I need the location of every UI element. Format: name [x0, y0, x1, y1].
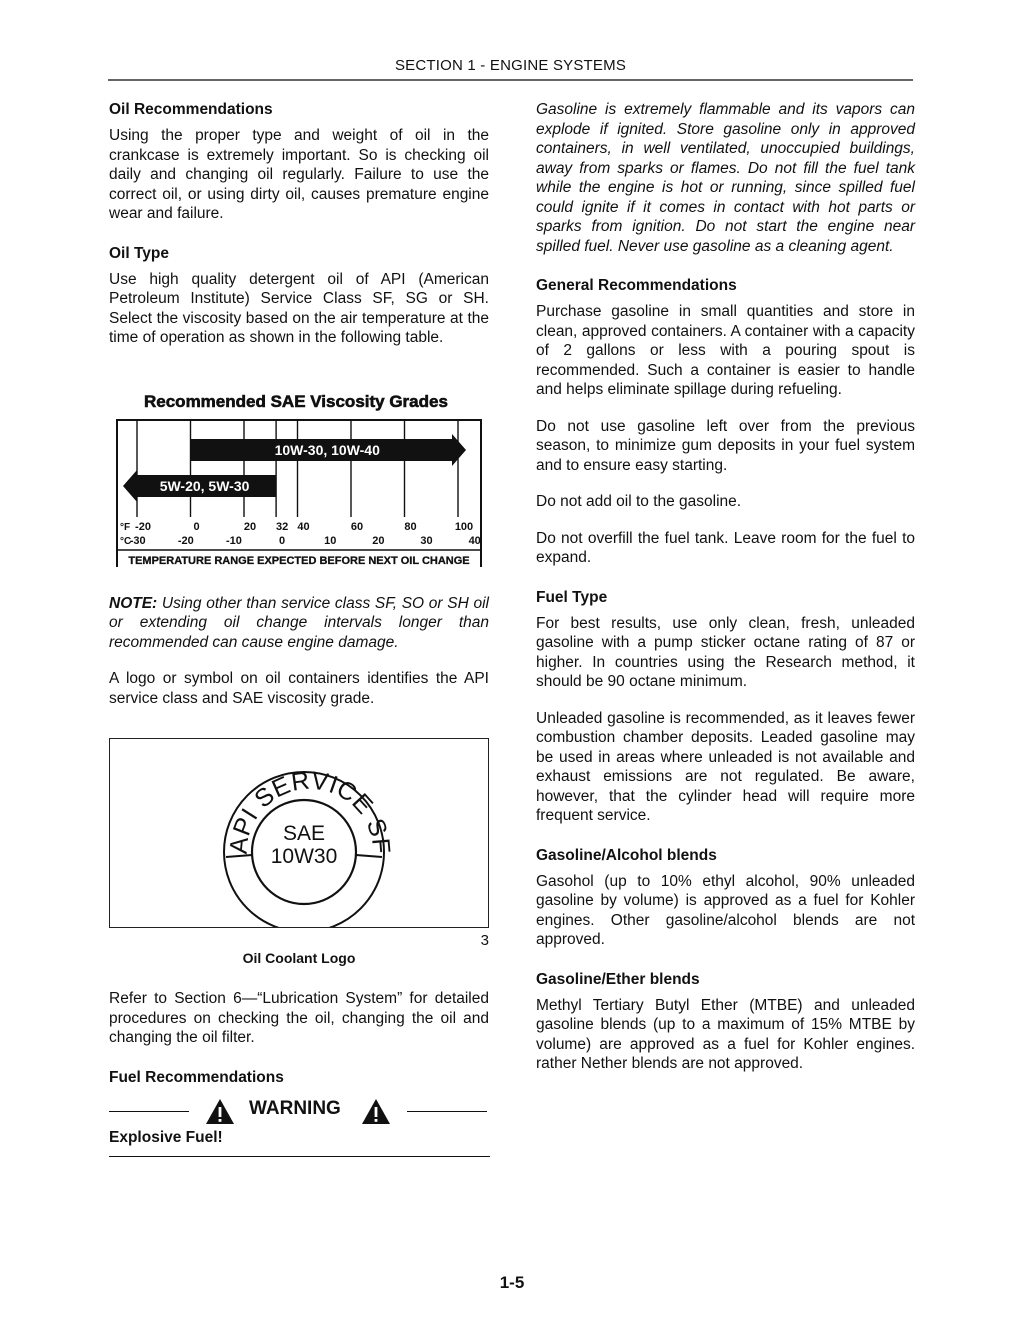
series-label: 5W-20, 5W-30 — [159, 477, 250, 494]
warning-triangle-icon — [205, 1098, 235, 1125]
warning-label: WARNING — [249, 1097, 341, 1119]
fahrenheit-tick-label: 0 — [193, 520, 200, 533]
oil-type-heading: Oil Type — [109, 244, 170, 262]
chart-xlabel: TEMPERATURE RANGE EXPECTED BEFORE NEXT OIL CHANGE — [128, 554, 470, 567]
celsius-tick-label: -20 — [177, 534, 194, 547]
celsius-label: °C — [120, 535, 132, 547]
page-number: 1-5 — [499, 1273, 525, 1292]
logo-sae-label: SAE — [282, 822, 326, 845]
no-oil-text: Do not add oil to the gasoline. — [536, 493, 742, 510]
oil-note — [109, 594, 489, 653]
warning-rule-right — [407, 1111, 487, 1113]
fahrenheit-label: °F — [120, 521, 131, 533]
warning-bottom-rule — [109, 1156, 490, 1158]
celsius-tick-label: 30 — [420, 534, 433, 547]
note-label: NOTE: — [109, 594, 158, 612]
general-recommendations-text: Purchase gasoline in small quantities and store in clean, approved containers. A container with a capacity of 2 gallons or less with a pouring spout is recommended. Such a container is easier to handle and helps eliminate spillage during refueling. — [536, 303, 915, 398]
fuel-type-text: For best results, use only clean, fresh, unleaded gasoline with a pump sticker octane rating of 87 or higher. In countries using the Research method, it should be 90 octane minimum. — [536, 614, 915, 690]
leftover-gasoline-text: Do not use gasoline left over from the previous season, to minimize gum deposits in your fuel system and to ensure easy starting. — [536, 417, 915, 474]
unleaded-text: Unleaded gasoline is recommended, as it leaves fewer combustion chamber deposits. Leaded gasoline may be used in areas where unleaded is not available and exhaust emissions are not regulated. Be aware, however, that the cylinder head will require more frequent service. — [536, 709, 915, 824]
figure-caption: Oil Coolant Logo — [242, 950, 356, 966]
fahrenheit-tick-label: 100 — [454, 520, 474, 533]
fahrenheit-tick-label: 60 — [350, 520, 364, 533]
chart-bars — [123, 434, 466, 502]
celsius-tick-label: -30 — [129, 534, 146, 547]
left-column — [109, 100, 489, 1157]
fuel-recommendations-heading: Fuel Recommendations — [109, 1068, 284, 1086]
viscosity-chart — [115, 387, 490, 572]
celsius-tick-label: 10 — [324, 534, 337, 547]
warning-rule-left — [109, 1111, 189, 1113]
chart-ticks — [120, 521, 481, 547]
oil-recommendations-heading: Oil Recommendations — [109, 101, 273, 118]
refer-section-text: Refer to Section 6—“Lubrication System” for detailed procedures on checking the oil, changing the oil and changing the oil filter. — [109, 990, 489, 1046]
logo-grade-label: 10W30 — [270, 845, 338, 868]
celsius-tick-label: -10 — [225, 534, 242, 547]
fahrenheit-tick-label: 32 — [275, 520, 289, 533]
api-service-logo — [110, 739, 488, 927]
logo-arc-text: API SERVICE SF — [224, 766, 396, 856]
ether-blends-heading: Gasoline/Ether blends — [536, 970, 700, 988]
general-recommendations-heading: General Recommendations — [536, 277, 737, 294]
series-label: 10W-30, 10W-40 — [274, 441, 380, 458]
api-logo-figure — [109, 738, 489, 928]
note-text: Using other than service class SF, SO or SH oil or extending oil change intervals longer than recommended can cause engine damage. — [109, 594, 489, 651]
viscosity-chart-svg — [115, 387, 490, 567]
oil-recommendations-text: Using the proper type and weight of oil in the crankcase is extremely important. So is checking oil daily and changing oil regularly. Failure to use the correct oil, or using dirty oil, causes premature engine wear and failure. — [109, 127, 489, 222]
header-divider — [108, 79, 913, 81]
warning-triangle-icon — [361, 1098, 391, 1125]
fahrenheit-tick-label: 20 — [243, 520, 257, 533]
alcohol-blends-text: Gasohol (up to 10% ethyl alcohol, 90% unleaded gasoline by volume) is approved as a fuel for Kohler engines. Other gasoline/alcohol blends are not approved. — [536, 872, 915, 948]
alcohol-blends-heading: Gasoline/Alcohol blends — [536, 846, 717, 864]
section-header: SECTION 1 - ENGINE SYSTEMS — [394, 57, 627, 74]
chart-title: Recommended SAE Viscosity Grades — [144, 391, 448, 411]
celsius-tick-label: 20 — [372, 534, 385, 547]
right-column — [536, 100, 915, 1074]
celsius-tick-label: 0 — [279, 534, 286, 547]
fahrenheit-tick-label: 80 — [404, 520, 417, 533]
fahrenheit-tick-label: 40 — [297, 520, 310, 533]
warning-banner — [109, 1096, 489, 1126]
gasoline-warning-text: Gasoline is extremely flammable and its vapors can explode if ignited. Store gasoline only in approved containers, in well ventilated, unoccupied buildings, away from sparks or flames. Do not fill the fuel tank while the engine is hot or running, since spilled fuel could ignite if it comes in contact with hot parts or sparks from ignition. Do not start the engine near spilled fuel. Never use gasoline as a cleaning agent. — [536, 101, 915, 255]
fahrenheit-tick-label: -20 — [135, 520, 151, 533]
figure-number: 3 — [480, 932, 489, 949]
oil-type-text: Use high quality detergent oil of API (American Petroleum Institute) Service Class SF, SG or SH. Select the viscosity based on the air temperature at the time of operation as shown in the following table. — [109, 270, 489, 346]
celsius-tick-label: 40 — [468, 534, 481, 547]
ether-blends-text: Methyl Tertiary Butyl Ether (MTBE) and unleaded gasoline blends (up to a maximum of 15% MTBE by volume) are approved as a fuel for Kohler engines. rather Nether blends are not approved. — [536, 996, 915, 1072]
overfill-text: Do not overfill the fuel tank. Leave room for the fuel to expand. — [536, 529, 915, 566]
fuel-type-heading: Fuel Type — [536, 588, 608, 606]
logo-description-text: A logo or symbol on oil containers identifies the API service class and SAE viscosity grade. — [109, 670, 489, 707]
chart-gridlines — [137, 420, 458, 517]
explosive-fuel-heading: Explosive Fuel! — [109, 1128, 223, 1146]
